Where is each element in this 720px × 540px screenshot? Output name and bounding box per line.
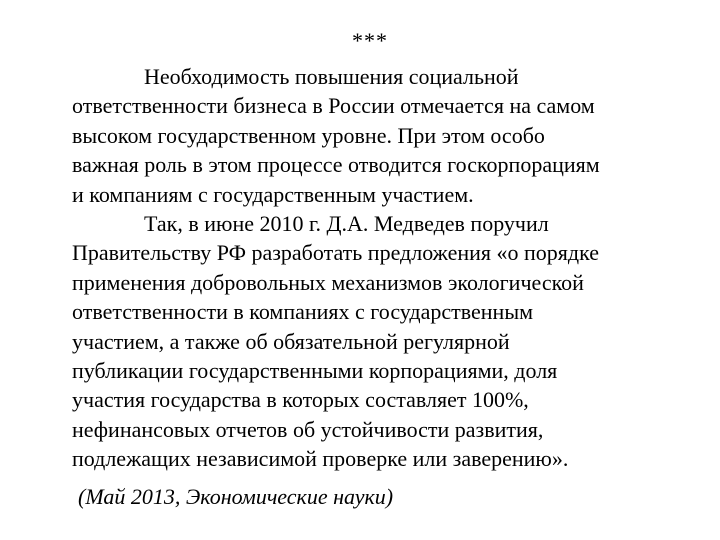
body-text xyxy=(72,62,692,474)
paragraph-line: нефинансовых отчетов об устойчивости развития, xyxy=(72,416,544,442)
paragraph-line: участия государства в которых составляет 100%, xyxy=(72,387,529,413)
paragraph-line: важная роль в этом процессе отводится госкорпорациям xyxy=(72,152,600,178)
source-citation: (Май 2013, Экономические науки) xyxy=(78,484,394,509)
paragraph-line: Правительству РФ разработать предложения «о порядке xyxy=(72,240,600,266)
section-separator: *** xyxy=(352,28,388,53)
paragraph-line: публикации государственными корпорациями, доля xyxy=(72,358,558,384)
paragraph-1 xyxy=(72,62,692,209)
paragraph-line: высоком государственном уровне. При этом особо xyxy=(72,122,545,148)
paragraph-line: применения добровольных механизмов экологической xyxy=(72,269,584,295)
paragraph-line: подлежащих независимой проверке или заверению». xyxy=(72,446,569,472)
paragraph-2 xyxy=(72,209,692,474)
paragraph-line: Так, в июне 2010 г. Д.А. Медведев поручил xyxy=(144,211,549,237)
paragraph-line: участием, а также об обязательной регулярной xyxy=(72,328,510,354)
paragraph-line: ответственности в компаниях с государственным xyxy=(72,299,534,325)
paragraph-line: и компаниям с государственным участием. xyxy=(72,181,474,207)
paragraph-line: ответственности бизнеса в России отмечается на самом xyxy=(72,93,595,119)
paragraph-line: Необходимость повышения социальной xyxy=(144,64,519,89)
